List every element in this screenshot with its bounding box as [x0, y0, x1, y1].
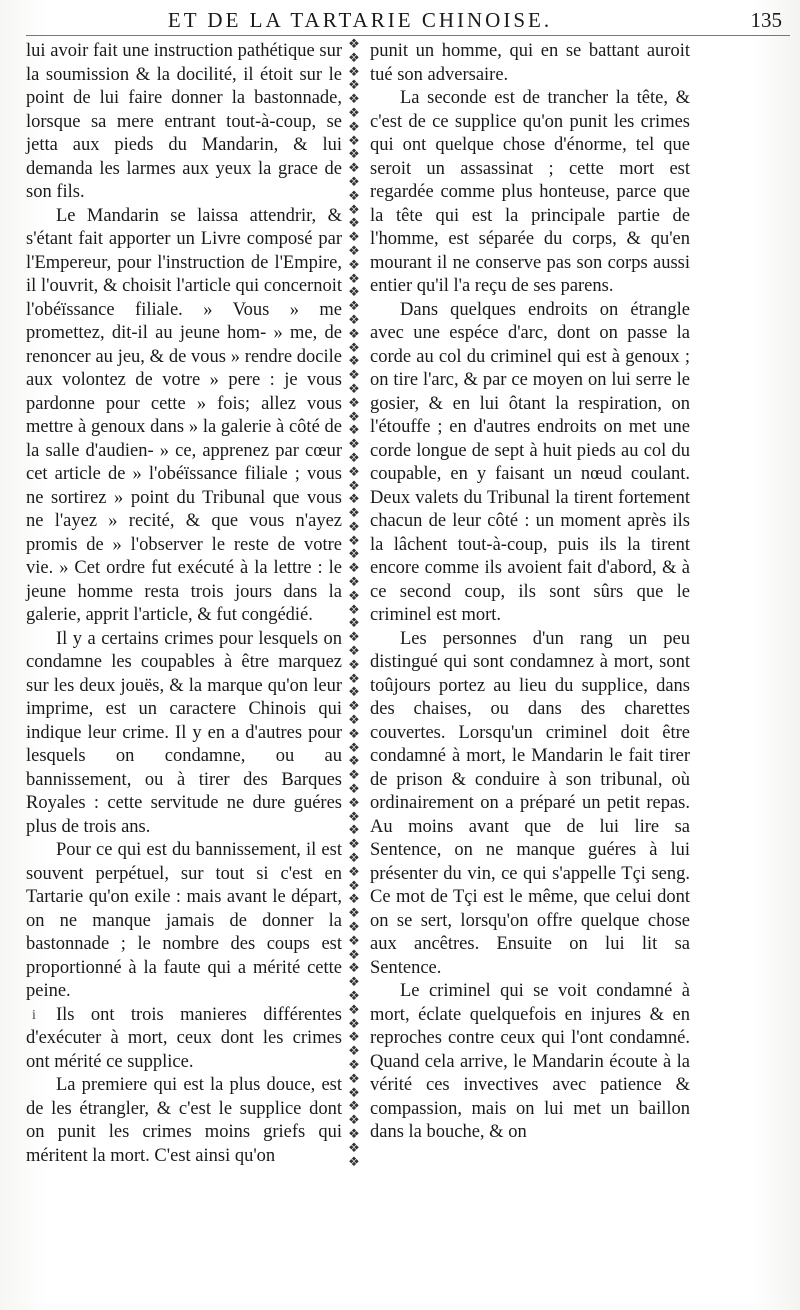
paragraph-text: Ils ont trois manieres différentes d'exécuter à mort, ceux dont les crimes ont mérité ce supplice. — [26, 1004, 342, 1072]
fleuron-ornament: ❖ — [348, 92, 360, 108]
fleuron-ornament: ❖ — [348, 161, 360, 177]
fleuron-ornament: ❖ — [348, 782, 360, 798]
fleuron-ornament: ❖ — [348, 492, 360, 508]
fleuron-ornament: ❖ — [348, 257, 360, 273]
fleuron-ornament: ❖ — [348, 975, 360, 991]
fleuron-ornament: ❖ — [348, 699, 360, 715]
fleuron-ornament: ❖ — [348, 105, 360, 121]
fleuron-ornament: ❖ — [348, 630, 360, 646]
fleuron-ornament: ❖ — [348, 395, 360, 411]
header-rule — [26, 35, 790, 36]
fleuron-ornament: ❖ — [348, 671, 360, 687]
right-column — [370, 40, 690, 1145]
fleuron-ornament: ❖ — [348, 1154, 360, 1170]
paragraph: La seconde est de trancher la tête, & c'est de ce supplice qu'on punit les crimes qui ont quelque chose d'énorme, tel que seroit un assassinat ; cette mort est regardée comme plus honteuse, parce que la tête qui est la principale partie de l'homme, est séparée du corps, & qu'en mourant il ne conserve pas son corps aussi entier qu'il l'a reçu de ses parens. — [370, 88, 690, 296]
fleuron-ornament: ❖ — [348, 340, 360, 356]
fleuron-ornament: ❖ — [348, 1057, 360, 1073]
fleuron-ornament: ❖ — [348, 988, 360, 1004]
fleuron-ornament: ❖ — [348, 119, 360, 135]
fleuron-ornament: ❖ — [348, 326, 360, 342]
fleuron-ornament: ❖ — [348, 892, 360, 908]
paragraph: La premiere qui est la plus douce, est de les étrangler, & c'est le supplice dont on punit les crimes moins griefs qui méritent la mort. C'est ainsi qu'on — [26, 1075, 342, 1166]
fleuron-ornament: ❖ — [348, 588, 360, 604]
fleuron-ornament: ❖ — [348, 271, 360, 287]
fleuron-ornament: ❖ — [348, 533, 360, 549]
fleuron-ornament: ❖ — [348, 230, 360, 246]
fleuron-ornament: ❖ — [348, 616, 360, 632]
fleuron-ornament: ❖ — [348, 368, 360, 384]
fleuron-ornament: ❖ — [348, 740, 360, 756]
fleuron-ornament: ❖ — [348, 864, 360, 880]
paragraph: punit un homme, qui en se battant auroit tué son adversaire. — [370, 41, 690, 85]
fleuron-ornament: ❖ — [348, 947, 360, 963]
fleuron-ornament: ❖ — [348, 381, 360, 397]
fleuron-ornament: ❖ — [348, 1113, 360, 1129]
paragraph: Le criminel qui se voit condamné à mort, éclate quelquefois en injures & en reproches contre ceux qui l'ont condamné. Quand cela arrive, le Mandarin écoute à la vérité ces invectives avec patience & compassion, mais on lui met un baillon dans la bouche, & on — [370, 981, 690, 1142]
fleuron-ornament: ❖ — [348, 878, 360, 894]
ornamental-column-divider — [344, 37, 364, 1170]
paragraph: Dans quelques endroits on étrangle avec une espéce d'arc, dont on passe la corde au col du criminel qui est à genoux ; on tire l'arc, & par ce moyen on lui serre le gosier, & en lui ôtant la respiration, on l'étouffe ; en d'autres endroits on met une corde longue de sept à huit pieds au col du coupable, en y faisant un nœud coulant. Deux valets du Tribunal la tirent fortement chacun de leur côté : un moment après ils la lâchent tout-à-coup, puis ils la tirent encore comme ils avoient fait d'abord, & à ce second coup, ils sont sûrs que le criminel est mort. — [370, 299, 690, 625]
fleuron-ornament: ❖ — [348, 1085, 360, 1101]
fleuron-ornament: ❖ — [348, 409, 360, 425]
paragraph: Le Mandarin se laissa attendrir, & s'étant fait apporter un Livre composé par l'Empereur, pour l'instruction de l'Empire, il l'ouvrit, & choisit l'article qui concernoit l'obéïssance filiale. » Vous » me promettez, dit-il au jeune hom- » me, de renoncer au jeu, & de vous » rendre docile aux volontez de votre » pere : je vous pardonne pour cette » fois; allez vous mettre à genoux dans » la galerie à côté de la salle d'audien- » ce, apprenez par cœur cet article de » l'obéïssance filiale ; vous ne sortirez » point du Tribunal que vous ne l'ayez » recité, & que vous n'ayez promis de » l'observer le reste de votre vie. » Cet ordre fut exécuté à la lettre : le jeune homme resta trois jours dans la galerie, apprit l'article, & fut congédié. — [26, 205, 342, 625]
fleuron-ornament: ❖ — [348, 561, 360, 577]
fleuron-ornament: ❖ — [348, 1140, 360, 1156]
page-number: 135 — [750, 8, 782, 32]
running-head: ET DE LA TARTARIE CHINOISE. — [167, 8, 553, 32]
fleuron-ornament: ❖ — [348, 450, 360, 466]
fleuron-ornament: ❖ — [348, 285, 360, 301]
fleuron-ornament: ❖ — [348, 299, 360, 315]
fleuron-ornament: ❖ — [348, 354, 360, 370]
fleuron-ornament: ❖ — [348, 726, 360, 742]
fleuron-ornament: ❖ — [348, 64, 360, 80]
fleuron-ornament: ❖ — [348, 547, 360, 563]
fleuron-ornament: ❖ — [348, 602, 360, 618]
paragraph: Pour ce qui est du bannissement, il est souvent perpétuel, sur tout si c'est en Tartarie qu'on exile : mais avant le départ, on ne manque jamais de donner la bastonnade ; le nombre des coups est proportionné à la faute qui a mérité cette peine. — [26, 840, 342, 1001]
fleuron-ornament: ❖ — [348, 478, 360, 494]
fleuron-ornament: ❖ — [348, 906, 360, 922]
fleuron-ornament: ❖ — [348, 202, 360, 218]
fleuron-ornament: ❖ — [348, 1030, 360, 1046]
paragraph: Les personnes d'un rang un peu distingué qui sont condamnez à mort, sont toûjours portez au lieu du supplice, dans des chaises, ou dans des charettes couvertes. Lorsqu'un criminel doit être condamné à mort, le Mandarin le fait tirer de prison & conduire à son tribunal, où ordinairement on a préparé un petit repas. Au moins avant que de lui lire sa Sentence, on ne manque guéres à lui présenter du vin, ce qui s'appelle Tçi seng. Ce mot de Tçi est le même, que celui dont on se sert, lorsqu'on offre quelque chose aux ancêtres. Ensuite on lui lit sa Sentence. — [370, 628, 690, 978]
fleuron-ornament: ❖ — [348, 961, 360, 977]
fleuron-ornament: ❖ — [348, 147, 360, 163]
fleuron-ornament: ❖ — [348, 1002, 360, 1018]
fleuron-ornament: ❖ — [348, 754, 360, 770]
fleuron-ornament: ❖ — [348, 519, 360, 535]
fleuron-ornament: ❖ — [348, 133, 360, 149]
fleuron-ornament: ❖ — [348, 506, 360, 522]
fleuron-ornament: ❖ — [348, 188, 360, 204]
fleuron-ornament: ❖ — [348, 1099, 360, 1115]
fleuron-ornament: ❖ — [348, 809, 360, 825]
fleuron-ornament: ❖ — [348, 464, 360, 480]
fleuron-ornament: ❖ — [348, 837, 360, 853]
fleuron-ornament: ❖ — [348, 1126, 360, 1142]
paragraph — [26, 1004, 342, 1075]
paragraph: Il y a certains crimes pour lesquels on condamne les coupables à être marquez sur les deux jouës, & la marque qu'on leur imprime, est un caractere Chinois qui indique leur crime. Il y en a d'autres pour lesquels on condamne, ou au bannissement, ou à tirer des Barques Royales : cette servitude ne dure guéres plus de trois ans. — [26, 628, 342, 837]
fleuron-ornament: ❖ — [348, 423, 360, 439]
fleuron-ornament: ❖ — [348, 1071, 360, 1087]
fleuron-ornament: ❖ — [348, 216, 360, 232]
fleuron-ornament: ❖ — [348, 174, 360, 190]
fleuron-ornament: ❖ — [348, 78, 360, 94]
fleuron-ornament: ❖ — [348, 1016, 360, 1032]
fleuron-ornament: ❖ — [348, 768, 360, 784]
fleuron-ornament: ❖ — [348, 437, 360, 453]
fleuron-ornament: ❖ — [348, 37, 360, 52]
fleuron-ornament: ❖ — [348, 920, 360, 935]
fleuron-ornament: ❖ — [348, 685, 360, 701]
fleuron-ornament: ❖ — [348, 1044, 360, 1060]
left-column — [26, 40, 342, 1168]
fleuron-ornament: ❖ — [348, 657, 360, 673]
fleuron-ornament: ❖ — [348, 575, 360, 591]
fleuron-ornament: ❖ — [348, 713, 360, 729]
fleuron-ornament: ❖ — [348, 795, 360, 811]
fleuron-ornament: ❖ — [348, 312, 360, 328]
fleuron-ornament: ❖ — [348, 644, 360, 660]
margin-mark: i — [32, 1007, 36, 1023]
fleuron-ornament: ❖ — [348, 243, 360, 259]
fleuron-ornament: ❖ — [348, 823, 360, 839]
fleuron-ornament: ❖ — [348, 933, 360, 949]
fleuron-ornament: ❖ — [348, 851, 360, 867]
fleuron-ornament: ❖ — [348, 50, 360, 66]
paragraph: lui avoir fait une instruction pathétique sur la soumission & la docilité, il étoit sur le point de lui faire donner la bastonnade, lorsque sa mere entrant tout-à-coup, se jetta aux pieds du Mandarin, & lui demanda les larmes aux yeux la grace de son fils. — [26, 41, 342, 202]
